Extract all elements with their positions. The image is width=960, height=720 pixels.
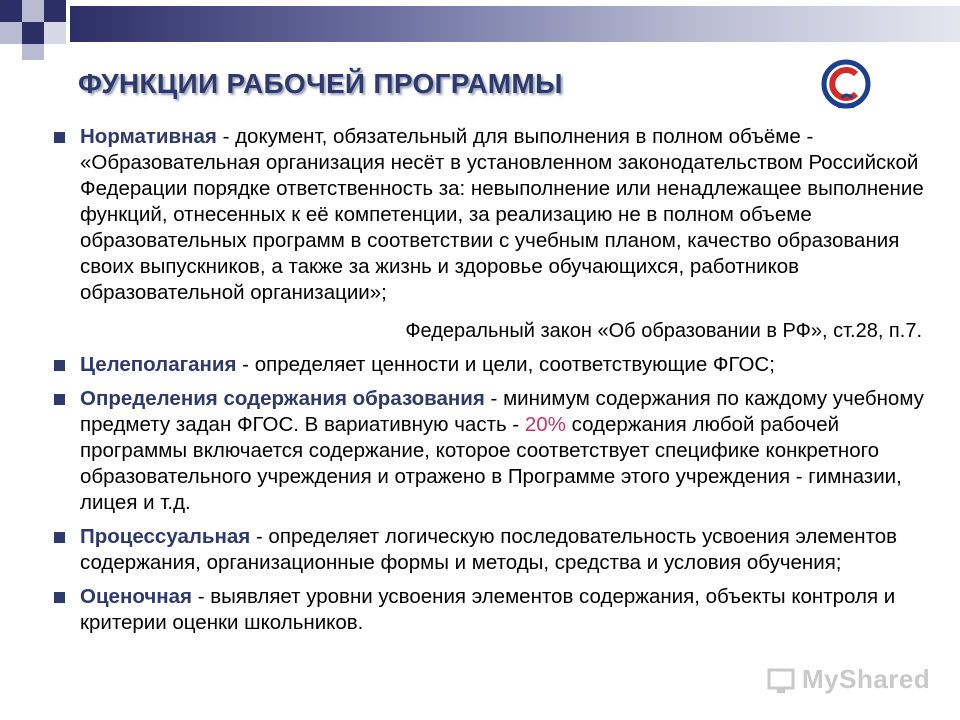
bullet-square-icon [54,132,65,143]
percent-highlight: 20% [524,413,566,436]
bullet-square-icon [54,592,65,603]
item-text: - документ, обязательный для выполнения в полном объёме - «Образовательная организация несёт в установленном законодательством Российской Федерации порядке ответственность за: невыполнение или ненадлежащее выполнение функций, отнесенных к её компетенции, за реализацию не в полном объеме образовательных программ в соответствии с учебным планом, качество образования своих выпускников, а также за жизнь и здоровье обучающихся, работников образовательной организации»; [80,125,924,304]
bullet-square-icon [54,532,65,543]
law-citation: Федеральный закон «Об образовании в РФ», ст.28, п.7. [405,320,922,342]
item-term: Целеполагания [80,353,237,376]
slide-content [52,124,932,636]
item-term: Определения содержания образования [80,387,485,410]
logo-icon [818,58,874,114]
item-term: Нормативная [80,125,217,148]
list-item-goal-setting [52,352,932,378]
item-text: - определяет логическую последовательность усвоения элементов содержания, организационные формы и методы, средства и условия обучения; [80,525,898,574]
list-item-evaluative [52,584,932,636]
slide-title: ФУНКЦИИ РАБОЧЕЙ ПРОГРАММЫ [78,68,563,99]
bullet-square-icon [54,360,65,371]
item-term: Оценочная [80,585,192,608]
item-term: Процессуальная [80,525,251,548]
list-item-procedural [52,524,932,576]
top-decorative-band [70,6,960,42]
watermark-text: MyShared [802,664,931,694]
watermark-icon [766,666,796,696]
item-text: содержания любой рабочей программы включается содержание, которое соответствует специфике конкретного образовательного учреждения и отражено в Программе этого учреждения - гимназии, лицея и т.д. [80,413,902,514]
bullet-square-icon [54,394,65,405]
item-text: - минимум содержания по каждому учебному предмету задан ФГОС. В вариативную часть - [80,387,924,436]
item-text: - выявляет уровни усвоения элементов содержания, объекты контроля и критерии оценки школьников. [80,585,896,634]
list-item-normative [52,124,932,306]
list-item-content-definition [52,386,932,516]
corner-decoration [0,0,70,60]
item-text: - определяет ценности и цели, соответствующие ФГОС; [236,353,775,376]
